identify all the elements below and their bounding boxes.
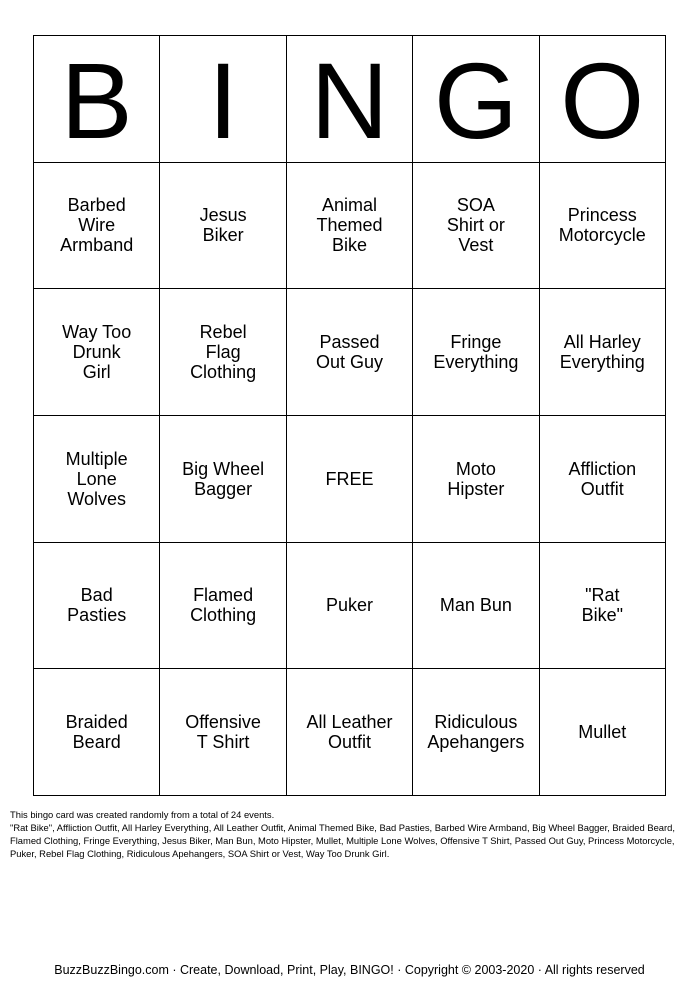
header-letter-i: I — [160, 36, 286, 163]
bingo-square: Bad Pasties — [34, 543, 160, 670]
bingo-square: Moto Hipster — [413, 416, 539, 543]
header-letter-b: B — [34, 36, 160, 163]
bingo-square: Barbed Wire Armband — [34, 163, 160, 290]
bingo-square: Animal Themed Bike — [287, 163, 413, 290]
bingo-square: Puker — [287, 543, 413, 670]
bingo-square: Affliction Outfit — [540, 416, 666, 543]
bingo-card — [33, 35, 666, 796]
header-letter-o: O — [540, 36, 666, 163]
card-info — [10, 808, 690, 860]
bingo-square: Multiple Lone Wolves — [34, 416, 160, 543]
header-letter-n: N — [287, 36, 413, 163]
bingo-square: All Harley Everything — [540, 289, 666, 416]
bingo-square: Rebel Flag Clothing — [160, 289, 286, 416]
bingo-square: Way Too Drunk Girl — [34, 289, 160, 416]
bingo-square: Fringe Everything — [413, 289, 539, 416]
bingo-square: SOA Shirt or Vest — [413, 163, 539, 290]
bingo-square: All Leather Outfit — [287, 669, 413, 796]
bingo-square: Offensive T Shirt — [160, 669, 286, 796]
free-square: FREE — [287, 416, 413, 543]
bingo-square: Jesus Biker — [160, 163, 286, 290]
bingo-square: "Rat Bike" — [540, 543, 666, 670]
bingo-square: Ridiculous Apehangers — [413, 669, 539, 796]
bingo-square: Big Wheel Bagger — [160, 416, 286, 543]
bingo-square: Mullet — [540, 669, 666, 796]
bingo-square: Man Bun — [413, 543, 539, 670]
info-summary: This bingo card was created randomly from a total of 24 events. — [10, 809, 275, 820]
bingo-square: Braided Beard — [34, 669, 160, 796]
bingo-square: Flamed Clothing — [160, 543, 286, 670]
bingo-square: Princess Motorcycle — [540, 163, 666, 290]
header-letter-g: G — [413, 36, 539, 163]
site-footer: BuzzBuzzBingo.com · Create, Download, Print, Play, BINGO! · Copyright © 2003-2020 · All rights reserved — [54, 963, 645, 977]
info-events-list: "Rat Bike", Affliction Outfit, All Harley Everything, All Leather Outfit, Animal Themed Bike, Bad Pasties, Barbed Wire Armband, Big Wheel Bagger, Braided Beard, Flamed Clothing, Fringe Everything, Jesus Biker, Man Bun, Moto Hipster, Mullet, Multiple Lone Wolves, Offensive T Shirt, Passed Out Guy, Princess Motorcycle, Puker, Rebel Flag Clothing, Ridiculous Apehangers, SOA Shirt or Vest, Way Too Drunk Girl. — [10, 822, 675, 859]
bingo-square: Passed Out Guy — [287, 289, 413, 416]
